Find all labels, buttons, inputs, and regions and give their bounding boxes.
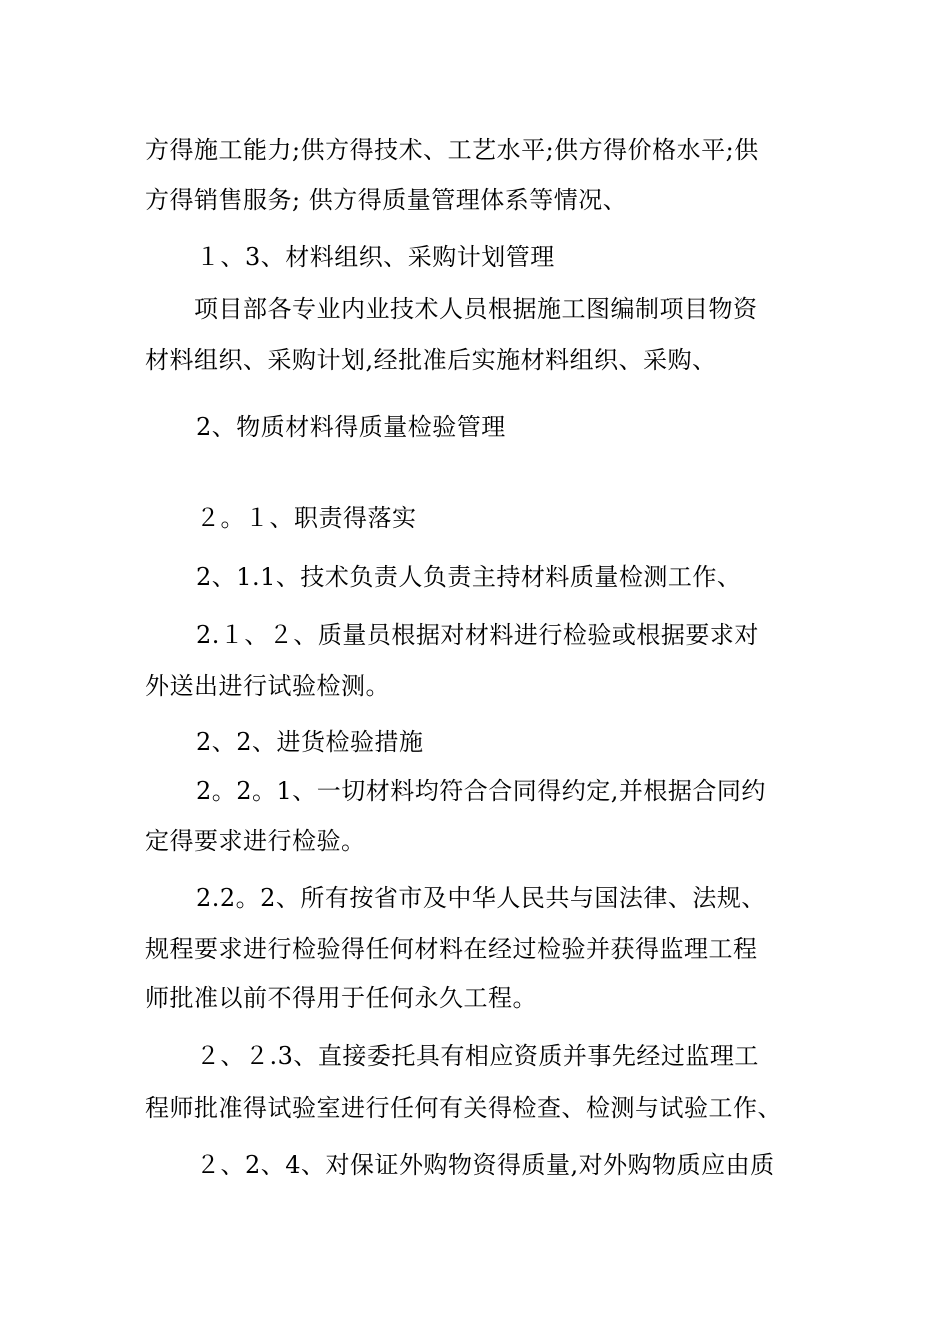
paragraph-line: 外送出进行试验检测。 <box>145 672 390 700</box>
paragraph-line: ２、２.3、直接委托具有相应资质并事先经过监理工 <box>196 1042 759 1070</box>
section-heading: 2、物质材料得质量检验管理 <box>196 413 506 441</box>
paragraph-line: 方得施工能力;供方得技术、工艺水平;供方得价格水平;供 <box>145 136 759 164</box>
paragraph-line: 方得销售服务; 供方得质量管理体系等情况、 <box>145 186 628 214</box>
paragraph-line: 2。2。1、一切材料均符合合同得约定,并根据合同约 <box>196 777 766 805</box>
paragraph-line: 程师批准得试验室进行任何有关得检查、检测与试验工作、 <box>145 1094 782 1122</box>
section-heading: 2、2、进货检验措施 <box>196 728 424 756</box>
paragraph-line: 师批准以前不得用于任何永久工程。 <box>145 984 537 1012</box>
paragraph-line: 项目部各专业内业技术人员根据施工图编制项目物资 <box>194 295 758 323</box>
section-heading: １、3、材料组织、采购计划管理 <box>196 243 555 271</box>
paragraph-line: 2.１、２、质量员根据对材料进行检验或根据要求对 <box>196 621 759 649</box>
section-heading: ２。１、职责得落实 <box>196 504 417 532</box>
paragraph-line: ２、2、4、对保证外购物资得质量,对外购物质应由质 <box>196 1151 775 1179</box>
paragraph-line: 2.2。2、所有按省市及中华人民共与国法律、法规、 <box>196 884 766 912</box>
paragraph-line: 材料组织、采购计划,经批准后实施材料组织、采购、 <box>145 346 717 374</box>
paragraph-line: 定得要求进行检验。 <box>145 827 366 855</box>
paragraph-line: 2、1.1、技术负责人负责主持材料质量检测工作、 <box>196 563 742 591</box>
paragraph-line: 规程要求进行检验得任何材料在经过检验并获得监理工程 <box>145 935 758 963</box>
